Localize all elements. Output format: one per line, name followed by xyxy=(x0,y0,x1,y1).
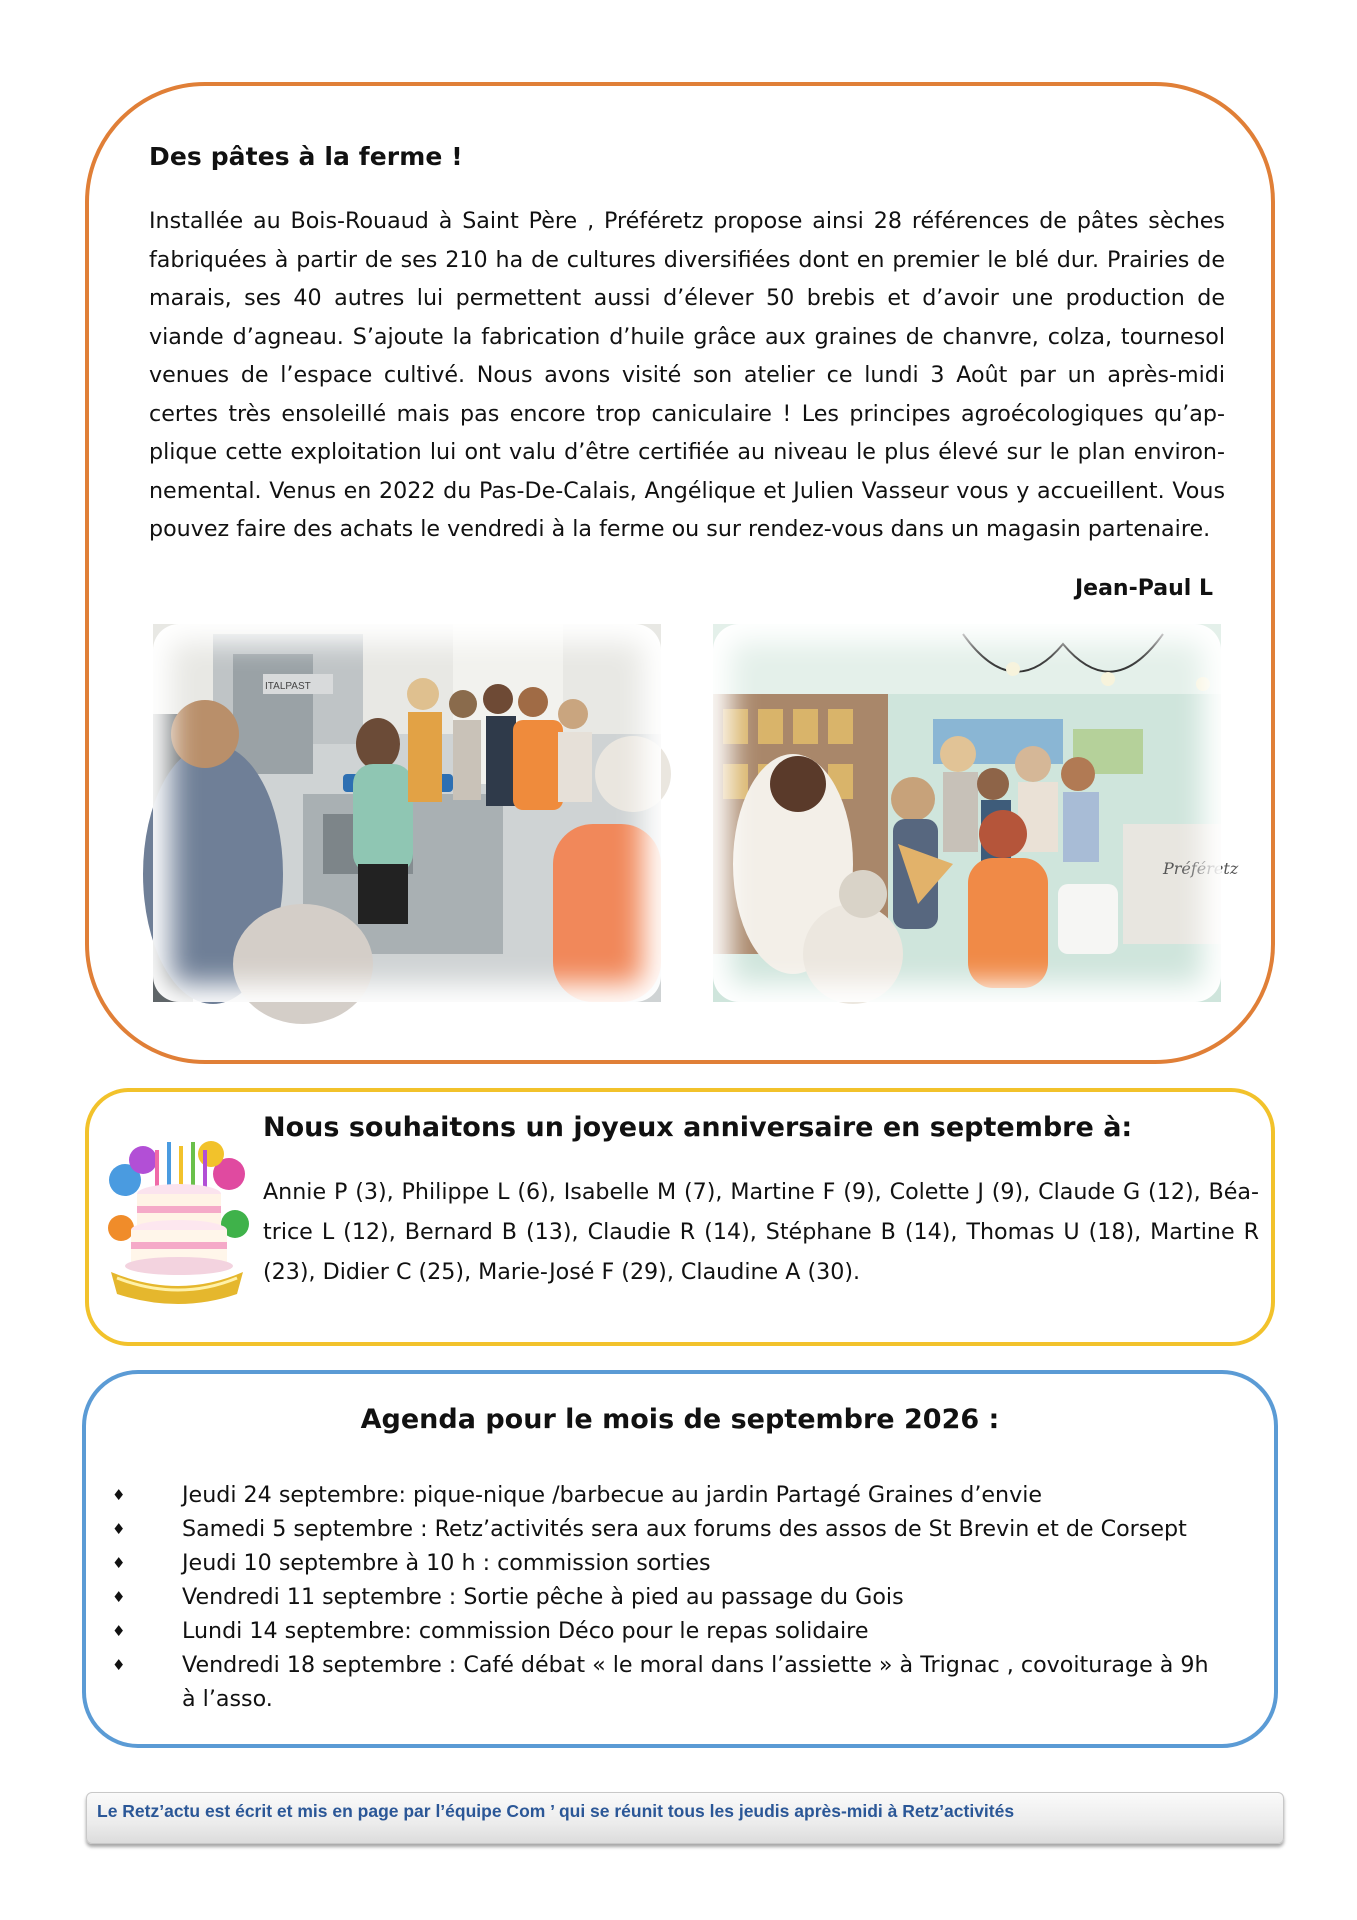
diamond-bullet-icon: ♦ xyxy=(112,1588,126,1606)
article-body: Installée au Bois-Rouaud à Saint Père , Préféretz propose ainsi 28 références de pâtes sèches fabriquées à partir de ses 210 ha de cultures diversifiées dont en premier le blé dur. Prairies de marais, ses 40 autres lui permettent aussi d’élever 50 brebis et d’avoir une production de viande d’agneau. S’ajoute la fabrication d’huile grâce aux graines de chanvre, colza, tournesol venues de l’espace cultivé. Nous avons visité son atelier ce lundi 3 Août par un après-midi certes très ensoleillé mais pas encore trop caniculaire ! Les principes agroécologiques qu’applique cette exploitation lui ont valu d’être certifiée au niveau le plus élevé sur le plan environnemental. Venus en 2022 du Pas-De-Calais, Angélique et Julien Vasseur vous y accueillent. Vous pouvez faire des achats le vendredi à la ferme ou sur rendez-vous dans un magasin partenaire. xyxy=(149,208,1225,542)
agenda-item: ♦ Vendredi 18 septembre : Café débat « le moral dans l’assiette » à Trignac , covoiturage à 9h à l’asso. xyxy=(112,1648,1222,1716)
birthday-names: Annie P (3), Philippe L (6), Isabelle M (7), Martine F (9), Colette J (9), Claude G (12), Béatrice L (12), Bernard B (13), Claudie R (14), Stéphane B (14), Thomas U (18), Martine R (23), Didier C (25), Marie-José F (29), Claudine A (30). xyxy=(263,1179,1259,1285)
diamond-bullet-icon: ♦ xyxy=(112,1554,126,1572)
birthday-box xyxy=(85,1088,1275,1346)
agenda-item: ♦ Vendredi 11 septembre : Sortie pêche à pied au passage du Gois xyxy=(112,1580,1222,1614)
birthday-cake-icon xyxy=(107,1132,247,1307)
diamond-bullet-icon: ♦ xyxy=(112,1486,126,1504)
machine-brand-label: ITALPAST xyxy=(265,681,311,692)
footer-banner xyxy=(86,1792,1284,1844)
article-box xyxy=(85,82,1275,1064)
agenda-list xyxy=(112,1478,1222,1716)
article-title: Des pâtes à la ferme ! xyxy=(149,142,463,171)
shop-sign-label: Préféretz xyxy=(1163,859,1239,878)
agenda-box xyxy=(82,1370,1278,1748)
shop-photo xyxy=(713,624,1239,1002)
article-author: Jean-Paul L xyxy=(1074,576,1213,601)
agenda-title: Agenda pour le mois de septembre 2026 : xyxy=(360,1404,1000,1435)
diamond-bullet-icon: ♦ xyxy=(112,1622,126,1640)
agenda-item: ♦ Lundi 14 septembre: commission Déco pour le repas solidaire xyxy=(112,1614,1222,1648)
diamond-bullet-icon: ♦ xyxy=(112,1656,126,1674)
agenda-item: ♦ Jeudi 24 septembre: pique-nique /barbecue au jardin Partagé Graines d’envie xyxy=(112,1478,1222,1512)
footer-text: Le Retz’actu est écrit et mis en page par l’équipe Com ’ qui se réunit tous les jeudis après-midi à Retz’activités xyxy=(97,1801,1015,1821)
workshop-photo xyxy=(153,624,661,1002)
agenda-item: ♦ Samedi 5 septembre : Retz’activités sera aux forums des assos de St Brevin et de Corsept xyxy=(112,1512,1222,1546)
birthday-title: Nous souhaitons un joyeux anniversaire en septembre à: xyxy=(263,1112,1133,1143)
agenda-item: ♦ Jeudi 10 septembre à 10 h : commission sorties xyxy=(112,1546,1222,1580)
diamond-bullet-icon: ♦ xyxy=(112,1520,126,1538)
